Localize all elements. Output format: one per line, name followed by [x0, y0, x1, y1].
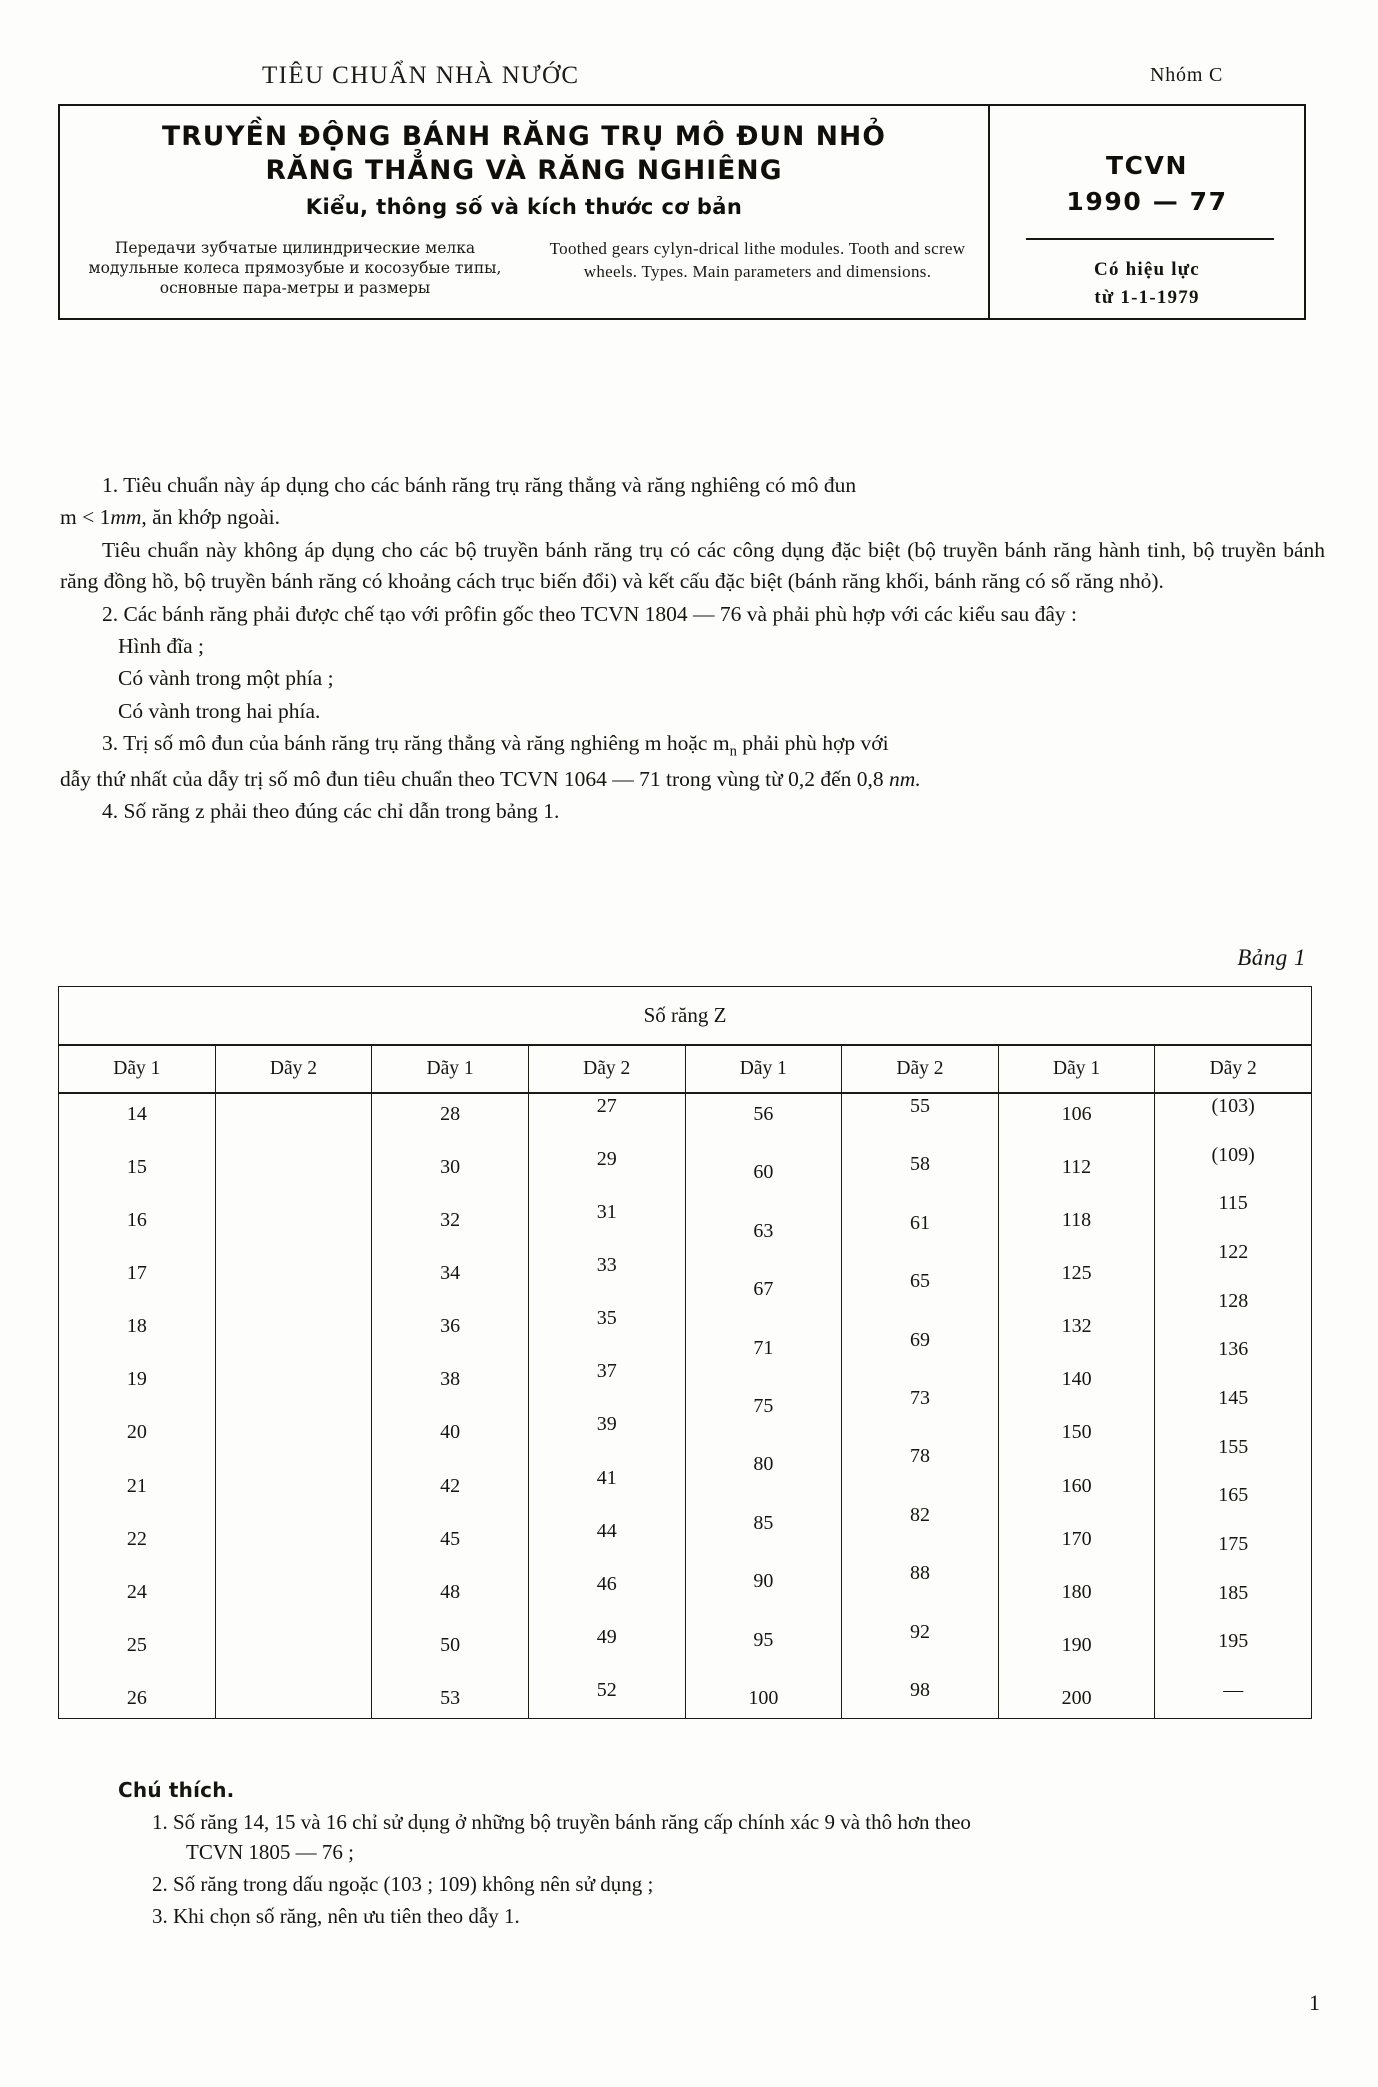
table-cell-value: 180 — [1061, 1580, 1092, 1603]
tooth-count-table — [58, 986, 1312, 1719]
list-item-1: Hình đĩa ; — [118, 633, 204, 658]
table-column-cell-8 — [1155, 1093, 1312, 1719]
table-cell-value: 67 — [753, 1278, 774, 1301]
table-cell-value: 90 — [753, 1570, 774, 1593]
running-head — [0, 62, 1378, 96]
notes-section — [60, 1776, 1330, 1934]
effective-label: Có hiệu lực — [1094, 259, 1200, 280]
paragraph-4 — [60, 728, 1325, 763]
note-1-text: 1. Số răng 14, 15 và 16 chỉ sử dụng ở những bộ truyền bánh răng cấp chính xác 9 và thô hơn theo — [152, 1810, 971, 1835]
table-cell-value: 78 — [909, 1445, 930, 1468]
paragraph-1 — [60, 470, 1325, 501]
table-cell-value: 31 — [596, 1201, 617, 1224]
standard-title-line-2: RĂNG THẲNG VÀ RĂNG NGHIÊNG — [265, 155, 783, 187]
table-cell-value: 34 — [440, 1262, 461, 1285]
table-cell-value: 145 — [1218, 1386, 1249, 1409]
table-caption: Bảng 1 — [1237, 945, 1306, 970]
paragraph-1b — [60, 502, 1325, 533]
table-cell-value: 27 — [596, 1095, 617, 1117]
paragraph-4-part-b: phải phù hợp với — [736, 731, 889, 755]
table-cell-value: 41 — [596, 1466, 617, 1489]
paragraph-4-cont — [60, 764, 1325, 795]
paragraph-3: 2. Các bánh răng phải được chế tạo với prôfin gốc theo TCVN 1804 — 76 và phải phù hợp với các kiểu sau đây : — [102, 601, 1078, 626]
column-values-1 — [59, 1094, 215, 1718]
column-values-5 — [686, 1094, 842, 1718]
table-cell-value: 112 — [1061, 1156, 1092, 1179]
english-translation: Toothed gears cylyn-drical lithe modules. Tooth and screw wheels. Types. Main parameters and dimensions. — [549, 239, 966, 281]
column-values-3 — [372, 1094, 528, 1718]
table-cell-value: 88 — [909, 1562, 930, 1585]
column-values-6 — [842, 1094, 998, 1718]
table-cell-value: 175 — [1218, 1532, 1249, 1555]
table-cell-value: 49 — [596, 1625, 617, 1648]
notes-heading: Chú thích. — [118, 1778, 235, 1802]
table-cell-value: 65 — [909, 1270, 930, 1293]
table-cell-value: 82 — [909, 1503, 930, 1526]
table-element — [58, 986, 1312, 1719]
standard-header-box — [58, 104, 1306, 320]
paragraph-4-part-c: dẫy thứ nhất của dẫy trị số mô đun tiêu chuẩn theo TCVN 1064 — 71 trong vùng từ 0,2 đến 0,8 — [60, 766, 890, 791]
table-cell-value: 165 — [1218, 1484, 1249, 1507]
table-head — [59, 987, 1312, 1094]
table-cell-value: 58 — [909, 1153, 930, 1176]
table-cell-value: (103) — [1211, 1095, 1255, 1117]
table-cell-value: 132 — [1061, 1315, 1092, 1338]
note-2: 2. Số răng trong dấu ngoặc (103 ; 109) không nên sử dụng ; — [152, 1872, 654, 1897]
table-cell-value: (109) — [1211, 1143, 1255, 1166]
column-header-2: Dãy 2 — [215, 1045, 372, 1093]
header-divider-rule — [1026, 238, 1274, 240]
table-column-cell-6 — [842, 1093, 999, 1719]
table-cell-value: 19 — [126, 1368, 147, 1391]
column-values-8 — [1155, 1094, 1311, 1718]
table-cell-value: 20 — [126, 1421, 147, 1444]
table-cell-value: 26 — [126, 1686, 147, 1709]
column-header-1: Dãy 1 — [59, 1045, 216, 1093]
table-cell-value: 85 — [753, 1511, 774, 1534]
module-condition-post: , ăn khớp ngoài. — [141, 505, 280, 530]
table-row — [59, 1093, 1312, 1719]
table-cell-value: 98 — [909, 1678, 930, 1701]
column-values-2 — [216, 1094, 372, 1718]
table-column-header-row — [59, 1045, 1312, 1093]
table-cell-value: 35 — [596, 1307, 617, 1330]
title-block — [60, 106, 988, 219]
table-cell-value: 28 — [440, 1103, 461, 1125]
table-cell-value: 128 — [1218, 1289, 1249, 1312]
table-cell-value: 150 — [1061, 1421, 1092, 1444]
table-cell-value: 115 — [1218, 1192, 1248, 1215]
table-cell-value: 53 — [440, 1686, 461, 1709]
table-cell-value: 52 — [596, 1678, 617, 1701]
paragraph-2: Tiêu chuẩn này không áp dụng cho các bộ truyền bánh răng trụ có các công dụng đặc biệt (bộ truyền bánh răng hành tinh, bộ truyền bánh răng đồng hồ, bộ truyền bánh răng có khoảng cách trục biến đổi) và kết cấu đặc biệt (bánh răng khối, bánh răng có số răng nhỏ). — [60, 537, 1325, 594]
table-cell-value: 155 — [1218, 1435, 1249, 1458]
table-cell-value: 95 — [753, 1628, 774, 1651]
table-cell-value: 33 — [596, 1254, 617, 1277]
table-cell-value: 71 — [753, 1336, 774, 1359]
paragraph-5: 4. Số răng z phải theo đúng các chỉ dẫn trong bảng 1. — [102, 799, 560, 824]
module-subscript-n: n — [729, 743, 737, 760]
table-cell-value: 36 — [440, 1315, 461, 1338]
effective-block — [990, 256, 1304, 311]
running-head-group: Nhóm C — [1150, 64, 1224, 86]
column-values-4 — [529, 1094, 685, 1718]
table-cell-value: 60 — [753, 1161, 774, 1184]
table-column-cell-7 — [998, 1093, 1155, 1719]
table-cell-value: 15 — [126, 1156, 147, 1179]
table-cell-value: 100 — [748, 1686, 779, 1709]
table-cell-value: 37 — [596, 1360, 617, 1383]
standard-subtitle: Kiểu, thông số và kích thước cơ bản — [305, 194, 743, 219]
header-right-panel — [990, 106, 1304, 318]
table-cell-value: 73 — [909, 1386, 930, 1409]
table-cell-value: 122 — [1218, 1240, 1249, 1263]
page-number: 1 — [1309, 1990, 1320, 2015]
table-cell-value: 45 — [440, 1527, 461, 1550]
table-cell-value: 38 — [440, 1368, 461, 1391]
table-cell-value: 69 — [909, 1328, 930, 1351]
table-cell-value: 39 — [596, 1413, 617, 1436]
table-cell-value: 42 — [440, 1474, 461, 1497]
table-cell-value: 118 — [1061, 1209, 1092, 1232]
table-cell-value: 14 — [126, 1103, 147, 1125]
table-cell-value: 160 — [1061, 1474, 1092, 1497]
table-cell-value: 25 — [126, 1633, 147, 1656]
table-column-cell-2 — [215, 1093, 372, 1719]
table-cell-value: 48 — [440, 1580, 461, 1603]
table-cell-value: 140 — [1061, 1368, 1092, 1391]
module-condition-unit: mm — [110, 505, 142, 530]
paragraph-4-part-a: 3. Trị số mô đun của bánh răng trụ răng thẳng và răng nghiêng m hoặc m — [102, 731, 730, 755]
column-header-6: Dãy 2 — [842, 1045, 999, 1093]
table-cell-value: 136 — [1218, 1338, 1249, 1361]
standard-number-block — [990, 106, 1304, 221]
note-1 — [152, 1808, 1330, 1868]
note-3: 3. Khi chọn số răng, nên ưu tiên theo dẫy 1. — [152, 1903, 520, 1928]
table-cell-value: 75 — [753, 1394, 774, 1417]
table-span-header-row — [59, 987, 1312, 1046]
standard-number: 1990 — 77 — [1066, 187, 1228, 217]
table-cell-value: 18 — [126, 1315, 147, 1338]
effective-date: từ 1-1-1979 — [1094, 286, 1200, 308]
header-left-panel — [60, 106, 990, 318]
table-cell-value: 56 — [753, 1103, 774, 1125]
column-header-3: Dãy 1 — [372, 1045, 529, 1093]
list-item-3: Có vành trong hai phía. — [118, 698, 321, 723]
standard-prefix: TCVN — [1105, 151, 1189, 180]
table-cell-value: — — [1223, 1678, 1244, 1701]
column-header-4: Dãy 2 — [528, 1045, 685, 1093]
russian-translation: Передачи зубчатые цилиндрические мелка модульные колеса прямозубые и косозубые типы, основные пара-метры и размеры — [88, 239, 502, 298]
table-cell-value: 170 — [1061, 1527, 1092, 1550]
table-cell-value: 22 — [126, 1527, 147, 1550]
translations-row — [60, 238, 988, 298]
table-cell-value: 40 — [440, 1421, 461, 1444]
table-cell-value: 21 — [126, 1474, 147, 1497]
table-cell-value: 44 — [596, 1519, 617, 1542]
table-column-cell-4 — [528, 1093, 685, 1719]
table-cell-value: 80 — [753, 1453, 774, 1476]
table-cell-value: 46 — [596, 1572, 617, 1595]
table-cell-value: 200 — [1061, 1686, 1092, 1709]
table-cell-value: 24 — [126, 1580, 147, 1603]
column-values-7 — [999, 1094, 1155, 1718]
column-header-8: Dãy 2 — [1155, 1045, 1312, 1093]
table-cell-value: 125 — [1061, 1262, 1092, 1285]
table-cell-value: 16 — [126, 1209, 147, 1232]
table-cell-value: 55 — [909, 1095, 930, 1117]
running-head-title: TIÊU CHUẨN NHÀ NƯỚC — [262, 62, 580, 89]
column-header-5: Dãy 1 — [685, 1045, 842, 1093]
paragraph-1-text: 1. Tiêu chuẩn này áp dụng cho các bánh răng trụ răng thẳng và răng nghiêng có mô đun — [102, 473, 857, 497]
body-text — [60, 470, 1325, 828]
table-column-cell-3 — [372, 1093, 529, 1719]
paragraph-4-unit: nm. — [889, 766, 921, 791]
table-cell-value: 50 — [440, 1633, 461, 1656]
table-body — [59, 1093, 1312, 1719]
note-1-continuation: TCVN 1805 — 76 ; — [186, 1840, 354, 1865]
standard-title-line-1: TRUYỀN ĐỘNG BÁNH RĂNG TRỤ MÔ ĐUN NHỎ — [162, 121, 886, 152]
table-column-cell-1 — [59, 1093, 216, 1719]
table-cell-value: 29 — [596, 1148, 617, 1171]
table-cell-value: 195 — [1218, 1630, 1249, 1653]
table-cell-value: 92 — [909, 1620, 930, 1643]
table-cell-value: 190 — [1061, 1633, 1092, 1656]
table-cell-value: 63 — [753, 1219, 774, 1242]
column-header-7: Dãy 1 — [998, 1045, 1155, 1093]
table-span-header: Số răng Z — [59, 987, 1312, 1046]
table-cell-value: 32 — [440, 1209, 461, 1232]
module-condition-pre: m < 1 — [60, 505, 111, 530]
table-cell-value: 106 — [1061, 1103, 1092, 1125]
table-cell-value: 185 — [1218, 1581, 1249, 1604]
table-column-cell-5 — [685, 1093, 842, 1719]
table-cell-value: 61 — [909, 1211, 930, 1234]
table-cell-value: 30 — [440, 1156, 461, 1179]
table-cell-value: 17 — [126, 1262, 147, 1285]
list-item-2: Có vành trong một phía ; — [118, 666, 334, 691]
